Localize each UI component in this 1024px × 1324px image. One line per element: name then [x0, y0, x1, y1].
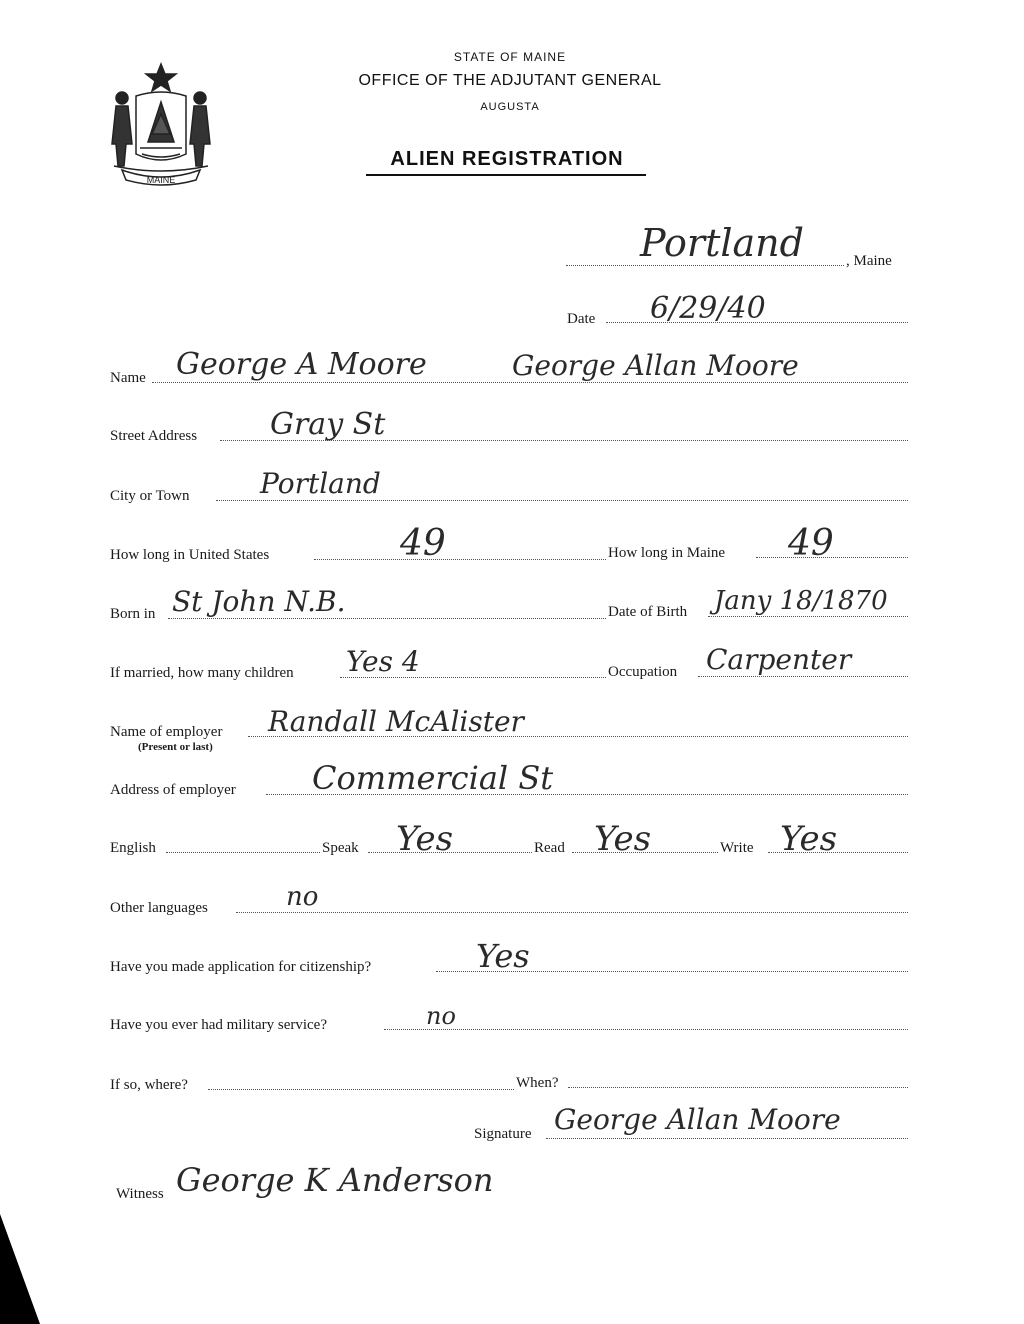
military-value: no: [426, 1002, 456, 1030]
maine-label: , Maine: [846, 253, 892, 269]
header-state: STATE OF MAINE: [453, 50, 567, 64]
other-languages-label: Other languages: [110, 900, 208, 916]
date-value: 6/29/40: [650, 291, 766, 326]
where-line: [208, 1089, 514, 1090]
name-sign-value: George Allan Moore: [512, 349, 799, 382]
dob-line: [708, 616, 908, 617]
city-top-line: [566, 265, 844, 266]
header-city: AUGUSTA: [480, 101, 540, 113]
employer-note: (Present or last): [138, 741, 213, 753]
svg-text:MAINE: MAINE: [146, 175, 176, 185]
dob-label: Date of Birth: [608, 604, 688, 620]
long-us-label: How long in United States: [110, 547, 270, 563]
employer-address-value: Commercial St: [312, 759, 554, 797]
citizenship-label: Have you made application for citizenship?: [110, 959, 372, 975]
dob-value: Jany 18/1870: [714, 586, 888, 616]
speak-label: Speak: [322, 840, 359, 856]
scan-corner-shadow: [0, 1214, 40, 1324]
write-label: Write: [720, 840, 754, 856]
military-line: [384, 1029, 908, 1030]
other-languages-value: no: [286, 882, 319, 912]
name-print-value: George A Moore: [176, 347, 427, 382]
title-underline: [366, 174, 646, 176]
witness-label: Witness: [116, 1186, 164, 1202]
born-line: [168, 618, 606, 619]
city-top-value: Portland: [640, 221, 804, 265]
english-line: [166, 852, 320, 853]
street-value: Gray St: [270, 407, 386, 442]
married-label: If married, how many children: [110, 665, 294, 681]
read-value: Yes: [594, 819, 652, 859]
read-label: Read: [534, 840, 565, 856]
employer-value: Randall McAlister: [268, 705, 524, 738]
date-label: Date: [567, 311, 596, 327]
signature-value: George Allan Moore: [554, 1103, 841, 1136]
name-line: [152, 382, 908, 383]
city-line: [216, 500, 908, 501]
married-value: Yes 4: [346, 645, 420, 678]
born-label: Born in: [110, 606, 156, 622]
signature-line: [546, 1138, 908, 1139]
occupation-label: Occupation: [608, 664, 678, 680]
long-maine-label: How long in Maine: [608, 545, 726, 561]
name-label: Name: [110, 370, 146, 386]
occupation-value: Carpenter: [706, 643, 852, 676]
city-value: Portland: [260, 467, 381, 500]
long-us-value: 49: [400, 523, 446, 564]
city-label: City or Town: [110, 488, 190, 504]
occupation-line: [698, 676, 908, 677]
when-label: When?: [516, 1075, 559, 1091]
witness-value: George K Anderson: [176, 1161, 494, 1199]
born-value: St John N.B.: [172, 585, 346, 618]
form-title: ALIEN REGISTRATION: [390, 148, 624, 170]
employer-address-label: Address of employer: [110, 782, 236, 798]
signature-label: Signature: [474, 1126, 532, 1142]
header-office: OFFICE OF THE ADJUTANT GENERAL: [358, 72, 662, 89]
write-value: Yes: [780, 819, 838, 859]
long-us-line: [314, 559, 606, 560]
maine-state-seal-icon: [108, 62, 214, 190]
where-label: If so, where?: [110, 1077, 188, 1093]
military-label: Have you ever had military service?: [110, 1017, 327, 1033]
citizenship-value: Yes: [476, 937, 530, 975]
other-languages-line: [236, 912, 908, 913]
long-maine-value: 49: [788, 523, 834, 564]
english-label: English: [110, 840, 156, 856]
street-label: Street Address: [110, 428, 198, 444]
speak-value: Yes: [396, 819, 454, 859]
employer-label: Name of employer: [110, 724, 223, 740]
when-line: [568, 1087, 908, 1088]
